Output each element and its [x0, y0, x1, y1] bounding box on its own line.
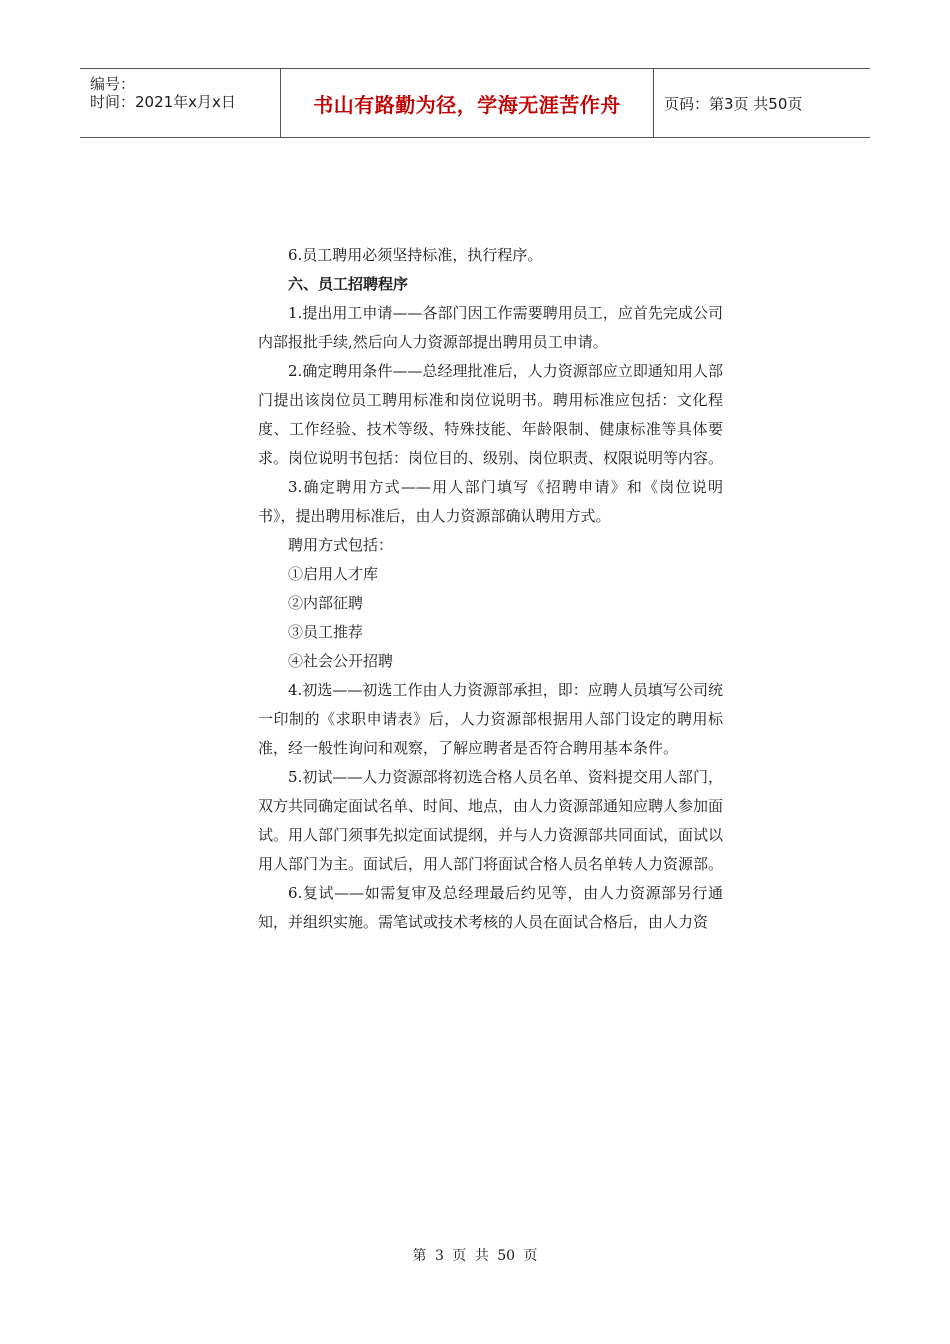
paragraph: 1.提出用工申请——各部门因工作需要聘用员工，应首先完成公司内部报批手续,然后向人力资源部提出聘用员工申请。 — [258, 304, 723, 351]
document-body — [258, 241, 723, 937]
paragraph: ③员工推荐 — [288, 623, 364, 641]
document-number-label: 编号： — [90, 75, 136, 93]
paragraph: ④社会公开招聘 — [288, 652, 394, 670]
paragraph: 2.确定聘用条件——总经理批准后，人力资源部应立即通知用人部门提出该岗位员工聘用标准和岗位说明书。聘用标准应包括：文化程度、工作经验、技术等级、特殊技能、年龄限制、健康标准等具体要求。岗位说明书包括：岗位目的、级别、岗位职责、权限说明等内容。 — [258, 362, 724, 467]
paragraph: 6.复试——如需复审及总经理最后约见等，由人力资源部另行通知，并组织实施。需笔试或技术考核的人员在面试合格后，由人力资 — [258, 884, 723, 931]
header-meta-cell — [80, 69, 281, 137]
paragraph: 3.确定聘用方式——用人部门填写《招聘申请》和《岗位说明书》，提出聘用标准后，由人力资源部确认聘用方式。 — [258, 478, 723, 525]
page-header — [80, 68, 870, 138]
page-footer: 第 3 页 共 50 页 — [412, 1248, 538, 1264]
paragraph: 5.初试——人力资源部将初选合格人员名单、资料提交用人部门，双方共同确定面试名单、时间、地点，由人力资源部通知应聘人参加面试。用人部门须事先拟定面试提纲，并与人力资源部共同面试，面试以用人部门为主。面试后，用人部门将面试合格人员名单转人力资源部。 — [258, 768, 724, 873]
section-heading: 六、员工招聘程序 — [288, 275, 409, 293]
paragraph: ①启用人才库 — [288, 565, 379, 583]
paragraph: ②内部征聘 — [288, 594, 364, 612]
header-page-info: 页码：第3页 共50页 — [664, 94, 803, 113]
paragraph: 聘用方式包括： — [288, 536, 394, 554]
header-motto-cell — [281, 69, 654, 137]
paragraph: 6.员工聘用必须坚持标准，执行程序。 — [288, 246, 543, 264]
paragraph: 4.初选——初选工作由人力资源部承担，即：应聘人员填写公司统一印制的《求职申请表》后，人力资源部根据用人部门设定的聘用标准，经一般性询问和观察，了解应聘者是否符合聘用基本条件。 — [258, 681, 723, 757]
header-page-cell — [654, 69, 870, 137]
header-motto: 书山有路勤为径，学海无涯苦作舟 — [313, 92, 621, 117]
document-date: 时间：2021年x月x日 — [90, 93, 236, 111]
